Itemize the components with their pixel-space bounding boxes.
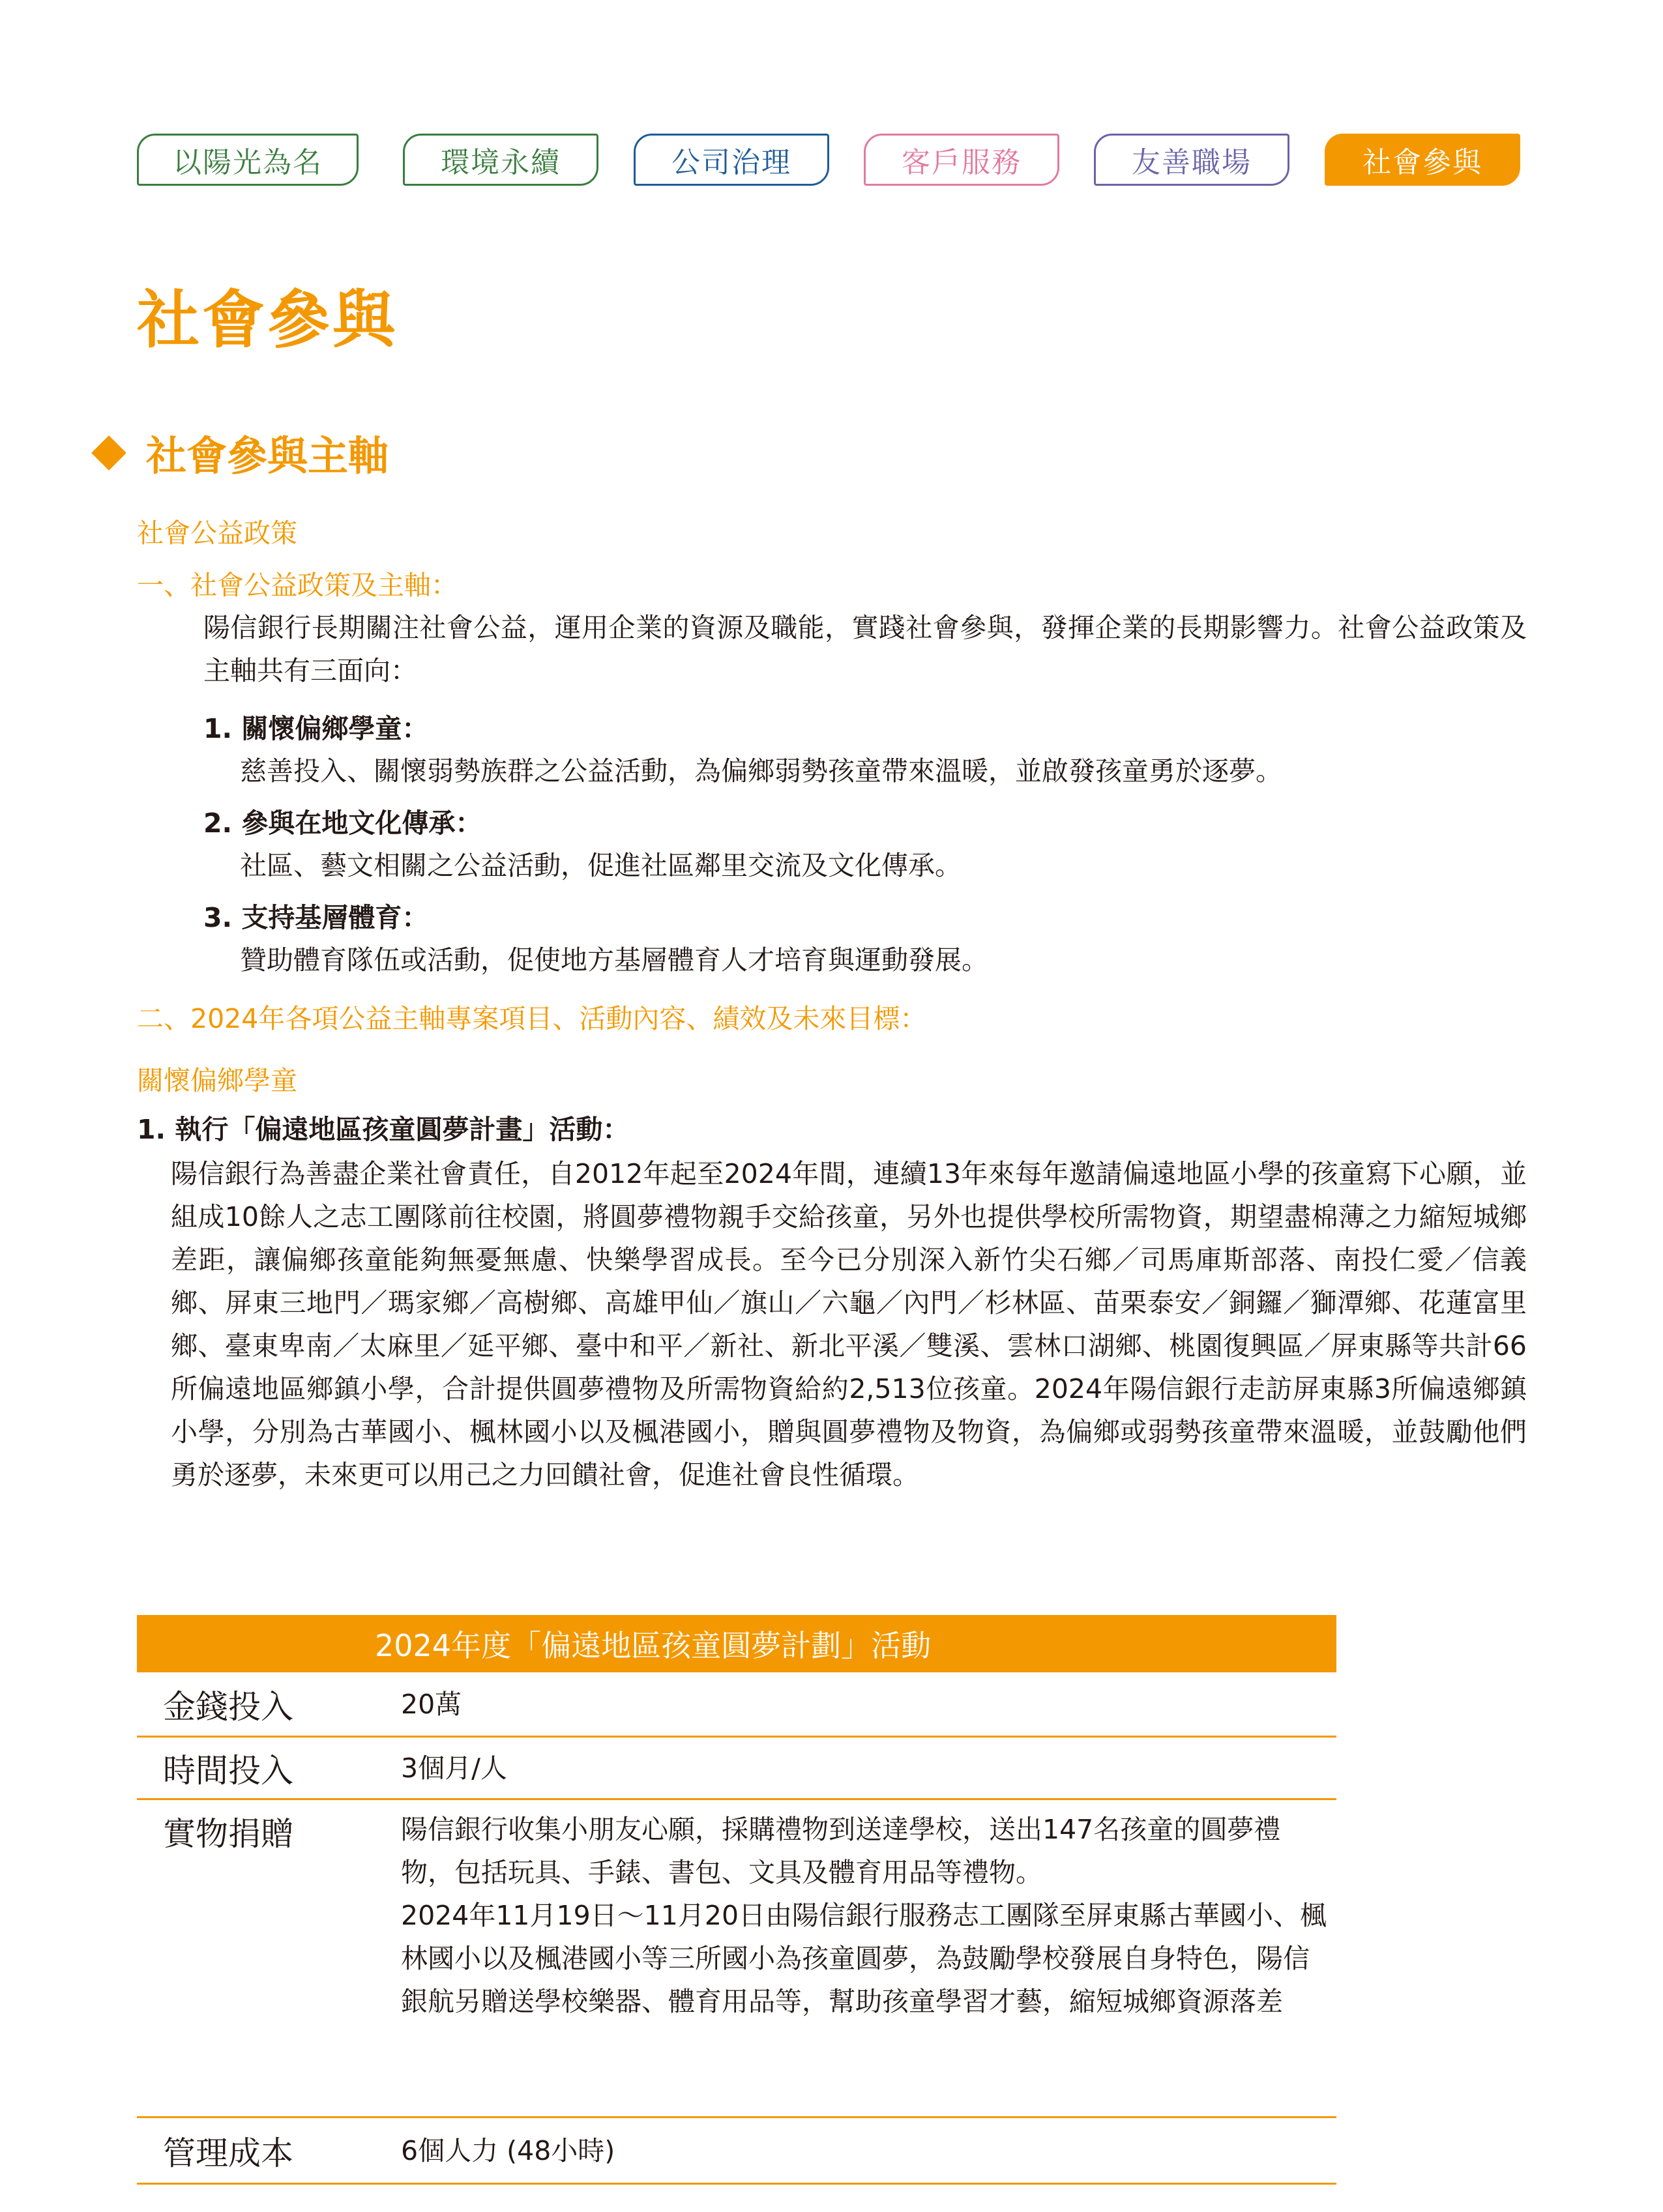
part2-heading: 二、2024年各項公益主軸專案項目、活動內容、績效及未來目標： [137, 1003, 927, 1034]
table-title: 2024年度「偏遠地區孩童圓夢計劃」活動 [137, 1615, 1336, 1672]
table-row [137, 1738, 1336, 1800]
tab-customer-service[interactable]: 客戶服務 [864, 134, 1059, 186]
tab-governance[interactable]: 公司治理 [634, 134, 829, 186]
table-row [137, 2118, 1336, 2185]
row-value: 3個月/人 [401, 1752, 507, 1784]
row-label: 管理成本 [163, 2134, 293, 2172]
row-value: 6個人力 (48小時) [401, 2134, 615, 2166]
row-label: 實物捐贈 [163, 1815, 293, 1853]
row-value [401, 1808, 1336, 2116]
tab-social[interactable]: 社會參與 [1325, 134, 1520, 186]
part1-heading: 一、社會公益政策及主軸： [137, 570, 458, 601]
diamond-bullet-icon [91, 435, 126, 471]
item3-title: 3. 支持基層體育： [203, 902, 429, 933]
section-heading-text: 社會參與主軸 [146, 432, 389, 480]
policy-title: 社會公益政策 [137, 517, 297, 549]
table-row [137, 1672, 1336, 1738]
tab-environment[interactable]: 環境永續 [403, 134, 598, 186]
item2-desc: 社區、藝文相關之公益活動，促進社區鄰里交流及文化傳承。 [240, 850, 962, 881]
row-label: 時間投入 [163, 1751, 293, 1790]
part2-item-title: 1. 執行「偏遠地區孩童圓夢計畫」活動： [137, 1114, 630, 1145]
item1-title: 1. 關懷偏鄉學童： [203, 713, 429, 744]
item2-title: 2. 參與在地文化傳承： [203, 808, 482, 839]
section-nav [137, 134, 1525, 186]
part2-sub: 關懷偏鄉學童 [137, 1065, 297, 1096]
row-value-part1: 陽信銀行收集小朋友心願，採購禮物到送達學校，送出147名孩童的圓夢禮物，包括玩具、手錶、書包、文具及體育用品等禮物。 [401, 1814, 1281, 1888]
activity-table [137, 1615, 1336, 2185]
row-value: 20萬 [401, 1688, 462, 1720]
tab-workplace[interactable]: 友善職場 [1094, 134, 1289, 186]
part2-item-body: 陽信銀行為善盡企業社會責任，自2012年起至2024年間，連續13年來每年邀請偏遠地區小學的孩童寫下心願，並組成10餘人之志工團隊前往校園，將圓夢禮物親手交給孩童，另外也提供學校所需物資，期望盡棉薄之力縮短城鄉差距，讓偏鄉孩童能夠無憂無慮、快樂學習成長。至今已分別深入新竹尖石鄉／司馬庫斯部落、南投仁愛／信義鄉、屏東三地門／瑪家鄉／高樹鄉、高雄甲仙／旗山／六龜／內門／杉林區、苗栗泰安／銅鑼／獅潭鄉、花蓮富里鄉、臺東卑南／太麻里／延平鄉、臺中和平／新社、新北平溪／雙溪、雲林口湖鄉、桃園復興區／屏東縣等共計66所偏遠地區鄉鎮小學，合計提供圓夢禮物及所需物資給約2,513位孩童。2024年陽信銀行走訪屏東縣3所偏遠鄉鎮小學，分別為古華國小、楓林國小以及楓港國小，贈與圓夢禮物及物資，為偏鄉或弱勢孩童帶來溫暖，並鼓勵他們勇於逐夢，未來更可以用己之力回饋社會，促進社會良性循環。 [171, 1158, 1527, 1491]
row-value-part2: 2024年11月19日～11月20日由陽信銀行服務志工團隊至屏東縣古華國小、楓林國小以及楓港國小等三所國小為孩童圓夢，為鼓勵學校發展自身特色，陽信銀航另贈送學校樂器、體育用品等，幫助孩童學習才藝，縮短城鄉資源落差 [401, 1900, 1327, 2017]
section-heading [91, 424, 389, 482]
part1-intro: 陽信銀行長期關注社會公益，運用企業的資源及職能，實踐社會參與，發揮企業的長期影響力。社會公益政策及主軸共有三面向： [203, 612, 1527, 686]
item3-desc: 贊助體育隊伍或活動，促使地方基層體育人才培育與運動發展。 [240, 944, 988, 976]
tab-sunshine[interactable]: 以陽光為名 [137, 134, 359, 186]
row-label: 金錢投入 [163, 1687, 293, 1726]
table-row [137, 1800, 1336, 2118]
item1-desc: 慈善投入、關懷弱勢族群之公益活動，為偏鄉弱勢孩童帶來溫暖，並啟發孩童勇於逐夢。 [240, 755, 1282, 787]
page-title: 社會參與 [137, 284, 398, 357]
